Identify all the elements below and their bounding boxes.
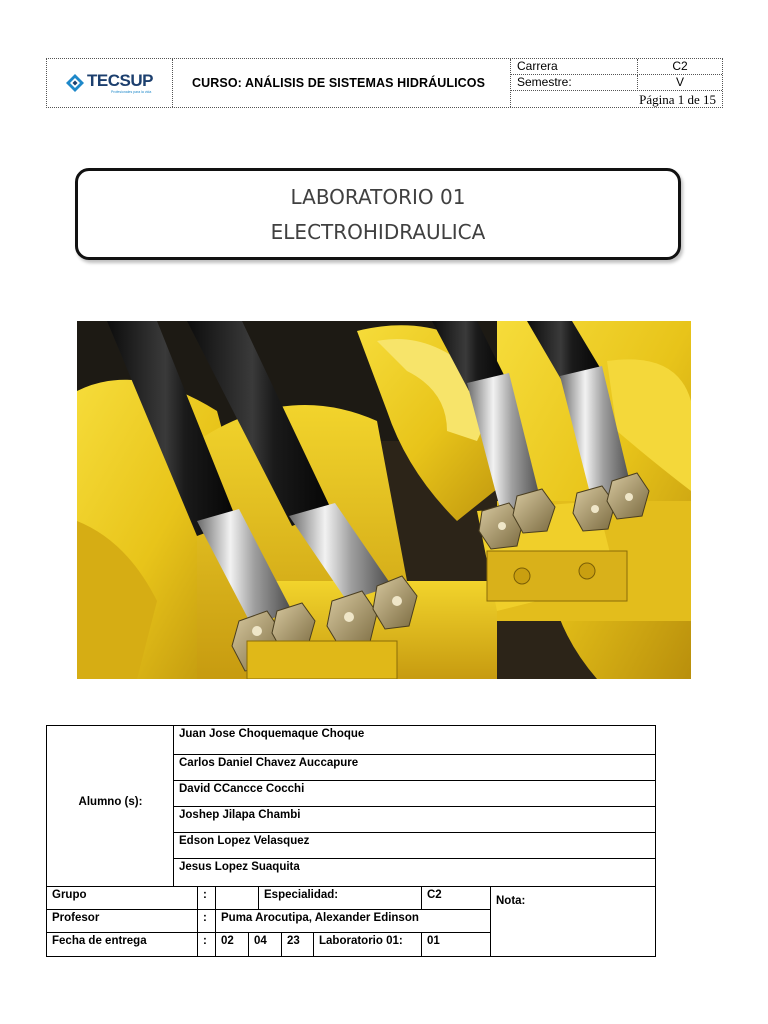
profesor-label-cell	[46, 909, 198, 933]
logo-tagline: Profesionales para la vida	[111, 90, 152, 94]
grupo-label: Grupo	[52, 889, 87, 901]
especialidad-value-cell	[421, 886, 491, 910]
career-label: Carrera	[517, 59, 558, 73]
fecha-colon-cell	[197, 932, 216, 957]
fecha-label-cell	[46, 932, 198, 957]
especialidad-label-cell	[258, 886, 422, 910]
fecha-year-cell	[281, 932, 314, 957]
laboratorio-label-cell	[313, 932, 422, 957]
fecha-month-cell	[248, 932, 282, 957]
semester-value: V	[637, 75, 722, 91]
page-row	[511, 91, 722, 107]
student-name: Jesus Lopez Suaquita	[179, 861, 300, 873]
student-name: Juan Jose Choquemaque Choque	[179, 728, 365, 740]
logo-cell	[47, 59, 173, 107]
colon: :	[203, 935, 207, 947]
colon: :	[203, 912, 207, 924]
header-meta	[511, 59, 722, 107]
student-info-table	[46, 725, 656, 957]
laboratorio-label: Laboratorio 01:	[319, 935, 403, 947]
lab-title: LABORATORIO 01	[290, 185, 466, 209]
logo-text: TECSUP	[87, 71, 153, 90]
student-row	[173, 806, 656, 833]
student-row	[173, 780, 656, 807]
fecha-label: Fecha de entrega	[52, 935, 147, 947]
profesor-value-cell	[215, 909, 491, 933]
grupo-value-cell	[215, 886, 259, 910]
lab-subtitle: ELECTROHIDRAULICA	[270, 220, 486, 244]
document-header	[46, 58, 723, 108]
nota-label: Nota:	[496, 895, 526, 907]
student-name: Carlos Daniel Chavez Auccapure	[179, 757, 359, 769]
grupo-colon-cell	[197, 886, 216, 910]
hydraulic-hoses-photo	[77, 321, 691, 679]
colon: :	[203, 889, 207, 901]
student-row	[173, 858, 656, 887]
alumno-label: Alumno (s):	[78, 796, 143, 808]
laboratorio-value-cell	[421, 932, 491, 957]
hydraulic-photo-illustration	[77, 321, 691, 679]
student-row	[173, 832, 656, 859]
laboratorio-value: 01	[427, 935, 440, 947]
fecha-month: 04	[254, 935, 267, 947]
semester-label: Semestre:	[517, 75, 572, 89]
fecha-day: 02	[221, 935, 234, 947]
grupo-label-cell	[46, 886, 198, 910]
fecha-year: 23	[287, 935, 300, 947]
profesor-value: Puma Arocutipa, Alexander Edinson	[221, 912, 419, 924]
profesor-label: Profesor	[52, 912, 100, 924]
fecha-day-cell	[215, 932, 249, 957]
student-row	[173, 725, 656, 755]
especialidad-label: Especialidad:	[264, 889, 339, 901]
student-name: Edson Lopez Velasquez	[179, 835, 310, 847]
title-box	[75, 168, 681, 260]
course-title: CURSO: ANÁLISIS DE SISTEMAS HIDRÁULICOS	[192, 76, 486, 90]
nota-cell	[490, 886, 656, 957]
semester-row	[511, 75, 722, 91]
student-row	[173, 754, 656, 781]
page-number: Página 1 de 15	[639, 92, 716, 107]
tecsup-logo-icon	[65, 73, 85, 93]
course-cell	[173, 59, 511, 107]
career-row	[511, 59, 722, 75]
especialidad-value: C2	[427, 889, 442, 901]
career-value: C2	[637, 59, 722, 75]
tecsup-logo	[65, 71, 165, 95]
student-name: Joshep Jilapa Chambi	[179, 809, 301, 821]
student-name: David CCancce Cocchi	[179, 783, 305, 795]
alumno-label-cell	[46, 725, 174, 887]
profesor-colon-cell	[197, 909, 216, 933]
